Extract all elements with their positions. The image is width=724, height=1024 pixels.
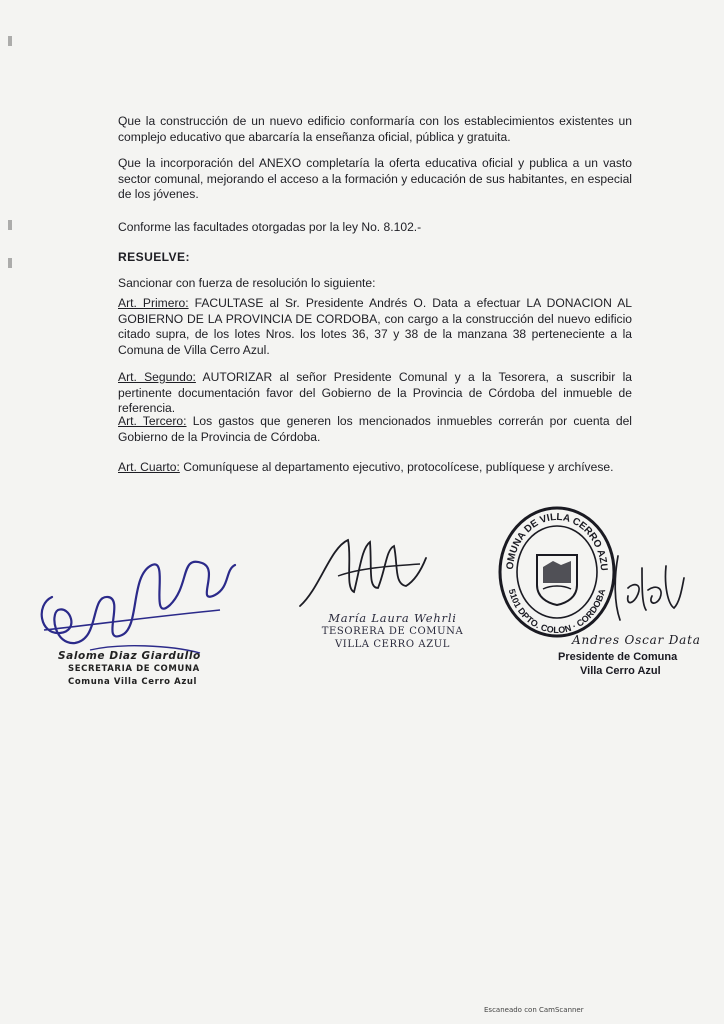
right-signer-role: Presidente de Comuna [558,651,678,663]
article-text: AUTORIZAR al señor Presidente Comunal y a la Tesorera, a suscribir la pertinente documentación favor del Gobierno de la Provincia de Córdoba del inmueble de referencia. [118,370,632,416]
article-label: Art. Primero: [118,296,189,310]
center-handwritten-signature [290,528,430,618]
right-signer-org: Villa Cerro Azul [580,665,661,677]
article-cuarto [118,460,632,476]
left-signer-role: SECRETARIA DE COMUNA [68,664,200,674]
article-label: Art. Cuarto: [118,460,180,474]
right-signer-name: Andres Oscar Data [572,633,701,647]
scan-edge-mark [8,220,12,230]
scanner-footer: Escaneado con CamScanner [484,1006,584,1014]
article-segundo [118,370,632,417]
article-label: Art. Segundo: [118,370,196,384]
article-tercero [118,414,632,445]
center-signer-org: VILLA CERRO AZUL [334,639,451,650]
article-label: Art. Tercero: [118,414,187,428]
article-text: FACULTASE al Sr. Presidente Andrés O. Data a efectuar LA DONACION AL GOBIERNO DE LA PROVINCIA DE CORDOBA, con cargo a la construcción del nuevo edificio citado supra, de los lotes Nros. los lotes 36, 37 y 38 de la manzana 38 perteneciente a la Comuna de Villa Cerro Azul. [118,296,632,357]
center-signer-name: María Laura Wehrli [328,611,457,625]
paragraph-ley: Conforme las facultades otorgadas por la ley No. 8.102.- [118,220,422,234]
comuna-seal [493,497,617,640]
left-signature-block [58,650,208,689]
center-signer-role: TESORERA DE COMUNA [321,626,464,637]
resuelve-heading: RESUELVE: [118,250,190,264]
left-signer-name: Salome Diaz Giardullo [58,650,201,662]
paragraph-construction: Que la construcción de un nuevo edificio conformaría con los establecimientos existentes un complejo educativo que abarcaría la enseñanza oficial, pública y gratuita. [118,114,632,144]
scan-edge-mark [8,36,12,46]
paragraph-anexo: Que la incorporación del ANEXO completaría la oferta educativa oficial y publica a un vasto sector comunal, mejorando el acceso a la formación y educación de sus habitantes, en especial de los jóvenes. [118,156,632,202]
paragraph-sancionar: Sancionar con fuerza de resolución lo siguiente: [118,276,376,290]
scan-edge-mark [8,258,12,268]
seal-bottom-text: 5101 DPTO. COLON · CORDOBA [506,587,608,636]
article-text: Comuníquese al departamento ejecutivo, protocolícese, publíquese y archívese. [179,460,614,474]
right-handwritten-signature [604,548,689,628]
center-signature-block [320,612,465,651]
article-primero [118,296,632,358]
seal-top-text: COMUNA DE VILLA CERRO AZUL [493,497,610,572]
left-signer-org: Comuna Villa Cerro Azul [68,677,198,687]
article-text: Los gastos que generen los mencionados inmuebles correrán por cuenta del Gobierno de la Provincia de Córdoba. [118,414,632,444]
